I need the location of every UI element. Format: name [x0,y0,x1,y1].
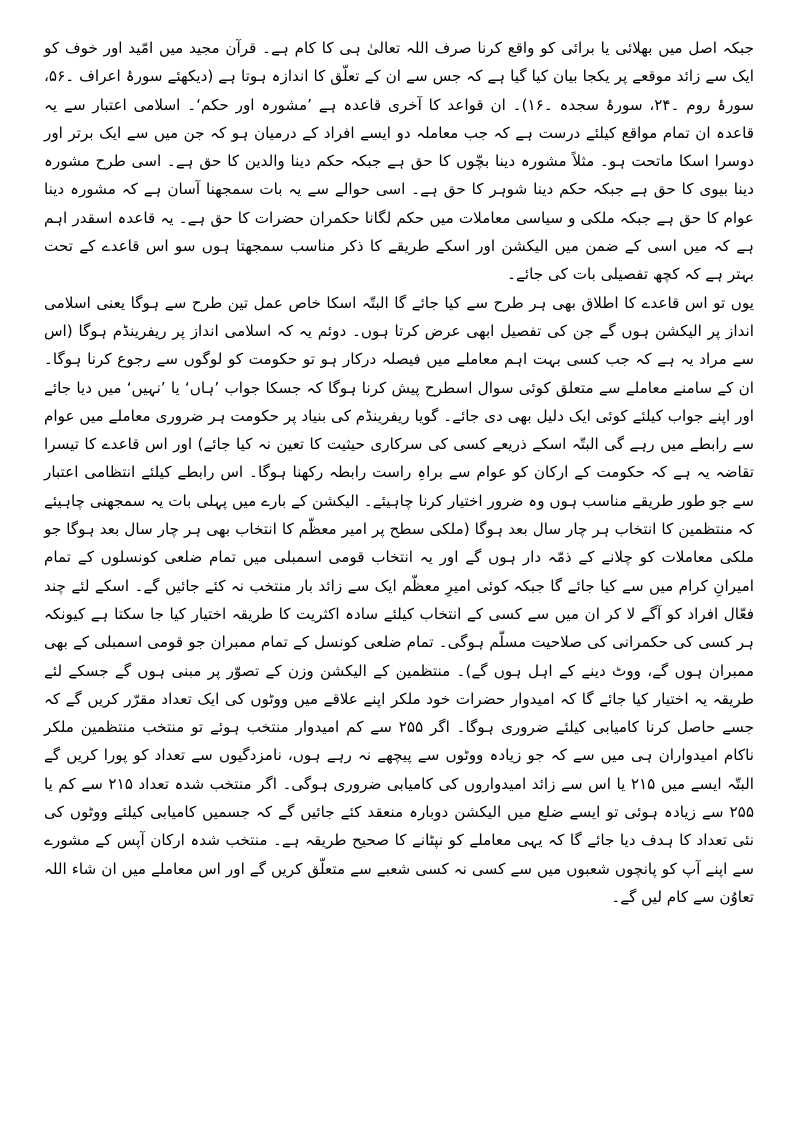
paragraph-1: جبکہ اصل میں بھلائی یا برائی کو واقع کرنا صرف اللہ تعالیٰ ہی کا کام ہے۔ قرآن مجید میں امّید اور خوف کو ایک سے زائد موقعے پر یکجا بیان کیا گیا ہے کہ جس سے ان کے تعلّق کا اندازہ ہوتا ہے (دیکھئے سورۂ اعراف ۔۵۶، سورۂ روم ۔۲۴، سورۂ سجدہ ۔۱۶)۔ ان قواعد کا آخری قاعدہ ہے ’مشورہ اور حکم‘۔ اسلامی اعتبار سے یہ قاعدہ ان تمام مواقع کیلئے درست ہے کہ جب معاملہ دو ایسے افراد کے درمیان ہو کہ جن میں سے ایک برتر اور دوسرا اسکا ماتحت ہو۔ مثلاً مشورہ دینا بچّوں کا حق ہے جبکہ حکم دینا والدین کا حق ہے۔ اسی طرح مشورہ دینا بیوی کا حق ہے جبکہ حکم دینا شوہر کا حق ہے۔ اسی حوالے سے یہ بات سمجھنا آسان ہے کہ مشورہ دینا عوام کا حق ہے جبکہ ملکی و سیاسی معاملات میں حکم لگانا حکمران حضرات کا حق ہے۔ یہ قاعدہ اسقدر اہم ہے کہ میں اسی کے ضمن میں الیکشن اور اسکے طریقے کا ذکر مناسب سمجھتا ہوں سو اس قاعدے کے تحت بہتر ہے کہ کچھ تفصیلی بات کی جائے۔ [44,39,754,284]
paragraph-2: یوں تو اس قاعدے کا اطلاق بھی ہر طرح سے کیا جائے گا البتّہ اسکا خاص عمل تین طرح سے ہوگا یعنی اسلامی انداز پر الیکشن ہوں گے جن کی تفصیل ابھی عرض کرتا ہوں۔ دوئم یہ کہ اسلامی انداز پر ریفرینڈم ہوگا (اس سے مراد یہ ہے کہ جب کسی بہت اہم معاملے میں فیصلہ درکار ہو تو حکومت کو لوگوں سے رجوع کرنا ہوگا۔ ان کے سامنے معاملے سے متعلق کوئی سوال اسطرح پیش کرنا ہوگا کہ جسکا جواب ’ہاں‘ یا ’نہیں‘ میں دیا جائے اور اپنے جواب کیلئے کوئی ایک دلیل بھی دی جائے۔ گویا ریفرینڈم کی بنیاد پر حکومت ہر ضروری معاملے میں عوام سے رابطے میں رہے گی البتّہ اسکے ذریعے کسی کی سرکاری حیثیت کا تعین نہ کیا جائے) اور اس قاعدے کا تیسرا تقاضہ یہ ہے کہ حکومت کے ارکان کو عوام سے براہِ راست رابطہ رکھنا ہوگا۔ اس رابطے کیلئے انتظامی اعتبار سے جو طور طریقے مناسب ہوں وہ ضرور اختیار کرنا چاہیئے۔ الیکشن کے بارے میں پہلی بات یہ سمجھنی چاہیئے کہ منتظمین کا انتخاب ہر چار سال بعد ہوگا (ملکی سطح پر امیر معظّم کا انتخاب بھی ہر چار سال بعد ہوگا جو ملکی معاملات کو چلانے کے ذمّہ دار ہوں گے اور یہ انتخاب قومی اسمبلی میں تمام ضلعی کونسلوں کے تمام امیرانِ کرام میں سے کیا جائے گا جبکہ کوئی امیرِ معظّم ایک سے زائد بار منتخب نہ کئے جائیں گے۔ اسکے لئے چند فعّال افراد کو آگے لا کر ان میں سے کسی کے انتخاب کیلئے سادہ اکثریت کا طریقہ اختیار کیا جا سکتا ہے کیونکہ ہر کسی کی حکمرانی کی صلاحیت مسلّم ہوگی۔ تمام ضلعی کونسل کے تمام ممبران جو قومی اسمبلی کے بھی ممبران ہوں گے، ووٹ دینے کے اہل ہوں گے)۔ منتظمین کے الیکشن وزن کے تصوّر پر مبنی ہوں گے جسکے لئے طریقہ یہ اختیار کیا جائے گا کہ امیدوار حضرات خود ملکر اپنے علاقے میں ووٹوں کی ایک تعداد مقرّر کریں گے کہ جسے حاصل کرنا کامیابی کیلئے ضروری ہوگا۔ اگر ۲۵۵ سے کم امیدوار منتخب ہوئے تو منتخب منتظمین ملکر ناکام امیدواران ہی میں سے کہ جو زیادہ ووٹوں سے پیچھے نہ رہے ہوں، نامزدگیوں سے تعداد کو پورا کریں گے البتّہ ایسے میں ۲۱۵ یا اس سے زائد امیدواروں کی کامیابی ضروری ہوگی۔ اگر منتخب شدہ تعداد ۲۱۵ سے کم یا ۲۵۵ سے زیادہ ہوئی تو ایسے ضلع میں الیکشن دوبارہ منعقد کئے جائیں گے کہ جسمیں کامیابی کیلئے ووٹوں کی نئی تعداد کا ہدف دیا جائے گا کہ یہی معاملے کو نپٹانے کا صحیح طریقہ ہے۔ منتخب شدہ ارکان آپس کے مشورے سے اپنے آپ کو پانچوں شعبوں میں سے کسی نہ کسی شعبے سے متعلّق کریں گے اور اس معاملے میں ان شاء اللہ تعاوُن سے کام لیں گے۔ [44,293,754,906]
document-page [44,34,754,1094]
